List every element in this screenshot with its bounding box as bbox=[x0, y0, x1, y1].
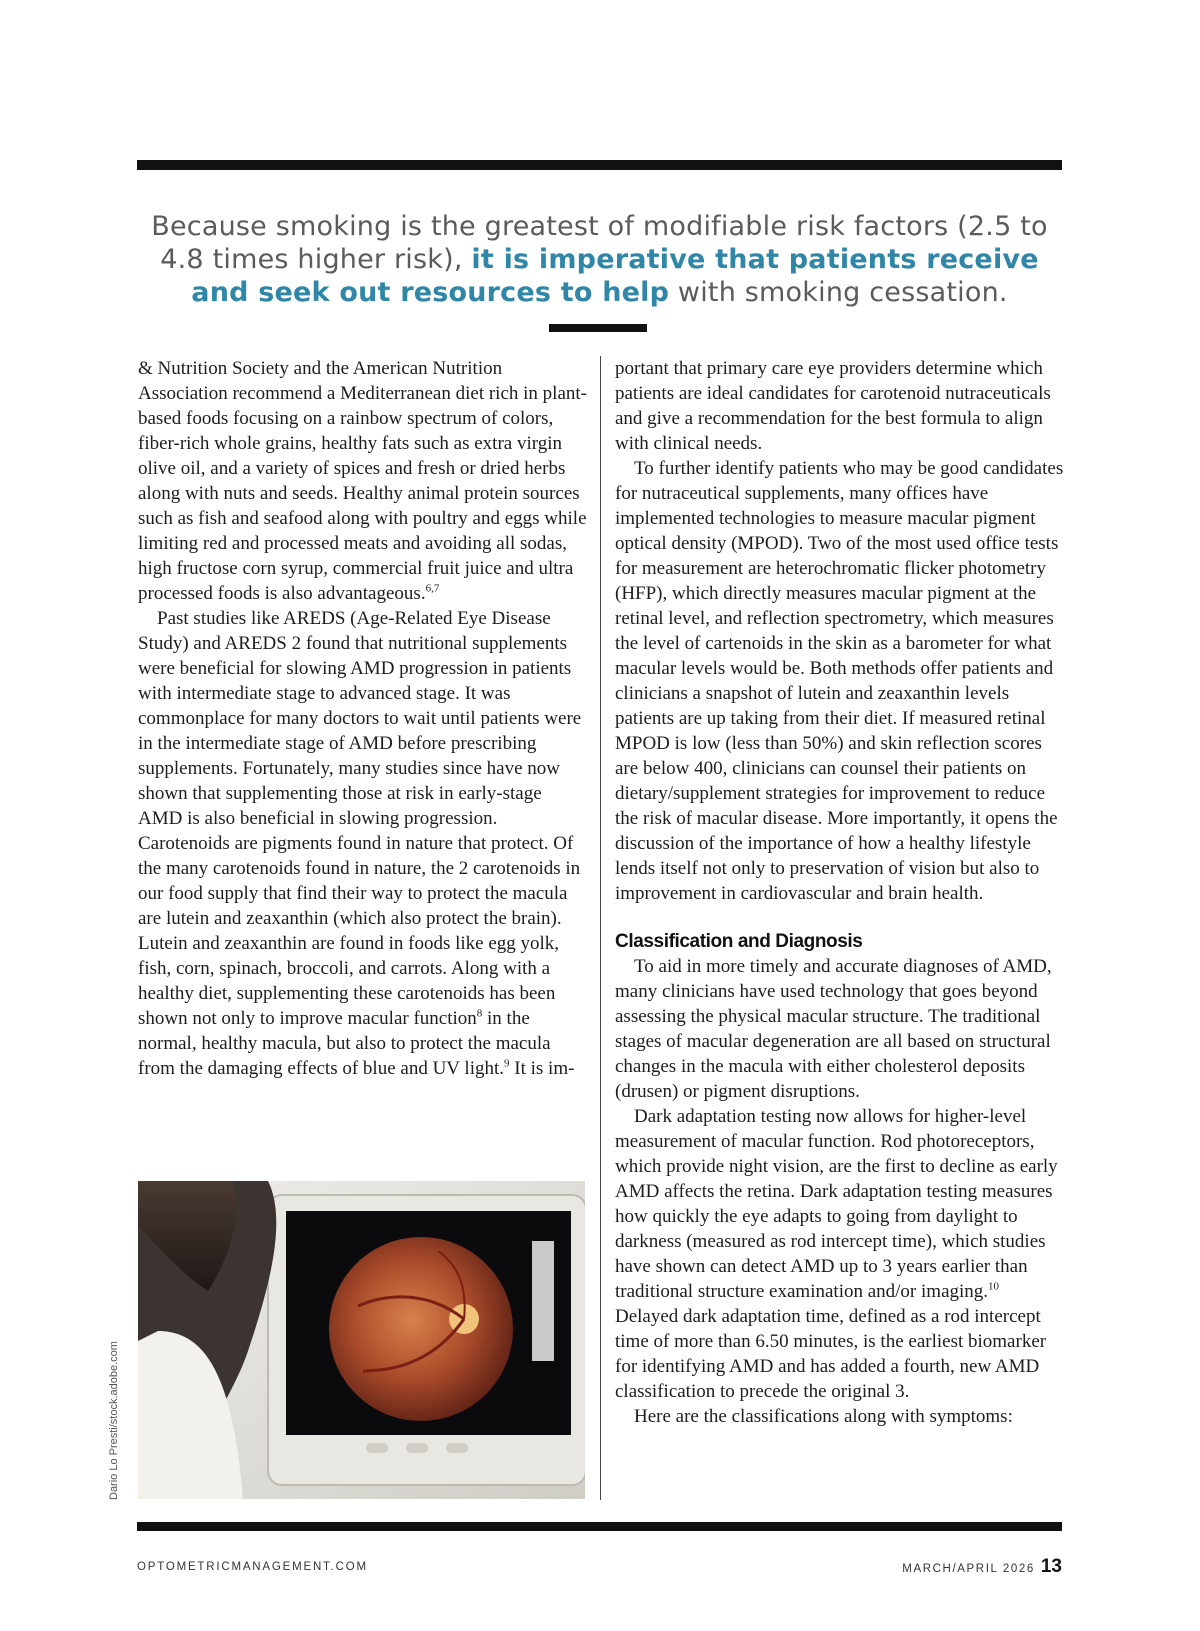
pull-quote bbox=[137, 210, 1062, 309]
right-column bbox=[615, 356, 1065, 1429]
footer-issue bbox=[902, 1556, 1062, 1578]
body-paragraph bbox=[615, 1104, 1065, 1404]
paragraph-text: Past studies like AREDS (Age-Related Eye Disease Study) and AREDS 2 found that nutritional supplements were beneficial for slowing AMD progression in patients with intermediate stage to advanced stage. It was commonplace for many doctors to wait until patients were in the intermediate stage of AMD before prescribing supplements. Fortunately, many studies since have now shown that supplementing those at risk in early-stage AMD is also beneficial in slowing progression. Carotenoids are pigments found in nature that protect. Of the many carotenoids found in nature, the 2 carotenoids in our food supply that find their way to protect the macula are lutein and zeaxanthin (which also protect the brain). Lutein and zeaxanthin are found in foods like egg yolk, fish, corn, spinach, broccoli, and carrots. Along with a healthy diet, supplementing these carotenoids has been shown not only to improve macular function bbox=[138, 608, 582, 1029]
pull-quote-text: Because smoking is the greatest of modifiable risk factors (2.5 to 4.8 times higher risk), bbox=[151, 211, 1048, 275]
body-paragraph: To further identify patients who may be good candidates for nutraceutical supplements, many offices have implemented technologies to measure macular pigment optical density (MPOD). Two of the most used office tests for measurement are heterochromatic flicker photometry (HFP), which directly measures macular pigment at the retinal level, and reflection spectrometry, which measures the level of cartenoids in the skin as a barometer for what macular levels would be. Both methods offer patients and clinicians a snapshot of lutein and zeaxanthin levels patients are up taking from their diet. If measured retinal MPOD is low (less than 50%) and skin reflection scores are below 400, clinicians can counsel their patients on dietary/supplement strategies for improvement to reduce the risk of macular disease. More importantly, it opens the discussion of the importance of how a healthy lifestyle lends itself not only to preservation of vision but also to improvement in cardiovascular and brain health. bbox=[615, 458, 1064, 904]
body-paragraph bbox=[138, 356, 588, 606]
reference-superscript: 6,7 bbox=[425, 582, 440, 595]
issue-date: MARCH/APRIL 2026 bbox=[902, 1563, 1035, 1575]
top-rule bbox=[137, 160, 1062, 170]
body-paragraph: Here are the classifications along with symptoms: bbox=[634, 1406, 1013, 1427]
reference-superscript: 10 bbox=[988, 1280, 1000, 1293]
body-paragraph: portant that primary care eye providers determine which patients are ideal candidates for carotenoid nutraceuticals and give a recommendation for the best formula to align with clinical needs. bbox=[615, 358, 1051, 454]
reference-superscript: 9 bbox=[504, 1057, 510, 1070]
bottom-rule bbox=[137, 1522, 1062, 1531]
paragraph-text: Dark adaptation testing now allows for higher-level measurement of macular function. Rod photoreceptors, which provide night vision, are the first to decline as early AMD affects the retina. Dark adaptation testing measures how quickly the eye adapts to going from daylight to darkness (measured as rod intercept time), which studies have shown can detect AMD up to 3 years earlier than traditional structure examination and/or imaging. bbox=[615, 1106, 1058, 1302]
paragraph-text: It is im- bbox=[509, 1058, 575, 1079]
pull-quote-highlight: it is imperative that patients receive and seek out resources to help bbox=[191, 244, 1039, 308]
body-paragraph bbox=[138, 606, 588, 1081]
section-heading: Classification and Diagnosis bbox=[615, 931, 863, 952]
photo-illustration bbox=[138, 1181, 585, 1499]
paragraph-text: Delayed dark adaptation time, defined as a rod intercept time of more than 6.50 minutes, is the earliest biomarker for identifying AMD and has added a fourth, new AMD classification to precede the original 3. bbox=[615, 1306, 1047, 1402]
page-number: 13 bbox=[1040, 1556, 1062, 1577]
left-column bbox=[138, 356, 588, 1081]
pull-quote-dash bbox=[549, 324, 647, 332]
pull-quote-text-end: with smoking cessation. bbox=[669, 277, 1008, 308]
paragraph-text: & Nutrition Society and the American Nutrition Association recommend a Mediterranean diet rich in plant-based foods focusing on a rainbow spectrum of colors, fiber-rich whole grains, healthy fats such as extra virgin olive oil, and a variety of spices and fresh or dried herbs along with nuts and seeds. Healthy animal protein sources such as fish and seafood along with poultry and eggs while limiting red and processed meats and avoiding all sodas, high fructose corn syrup, commercial fruit juice and ultra processed foods is also advantageous. bbox=[138, 358, 587, 604]
column-divider bbox=[600, 356, 601, 1500]
body-paragraph: To aid in more timely and accurate diagnoses of AMD, many clinicians have used technology that goes beyond assessing the physical macular structure. The traditional stages of macular degeneration are all based on structural changes in the macula with either cholesterol deposits (drusen) or pigment disruptions. bbox=[615, 956, 1052, 1102]
paragraph-text: in the normal, healthy macula, but also to protect the macula from the damaging effects of blue and UV light. bbox=[138, 1008, 551, 1079]
footer-website: OPTOMETRICMANAGEMENT.COM bbox=[137, 1561, 368, 1573]
reference-superscript: 8 bbox=[476, 1007, 483, 1020]
photo-credit: Dario Lo Presti/stock.adobe.com bbox=[108, 1341, 120, 1500]
retina-monitor-photo bbox=[138, 1181, 585, 1499]
